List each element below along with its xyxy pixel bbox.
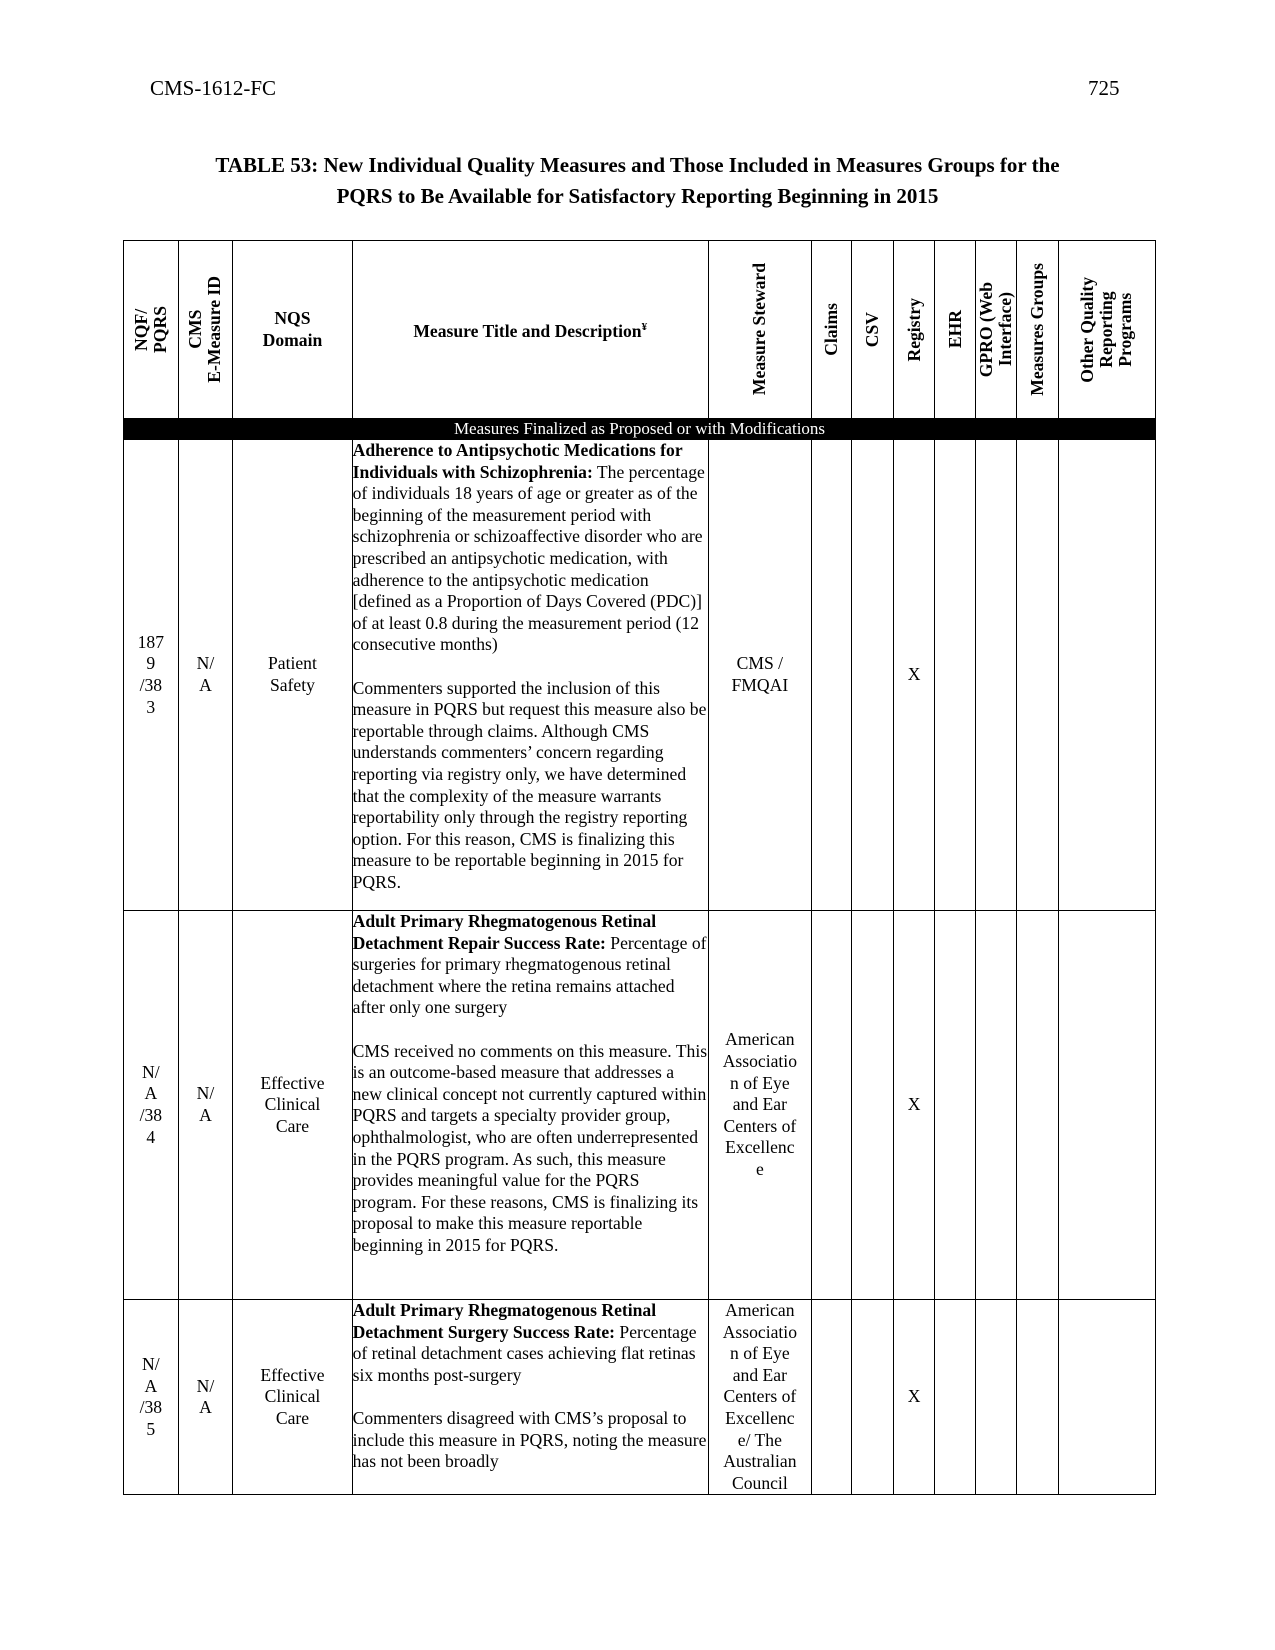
col-header-ehr: EHR — [935, 241, 975, 419]
claims-cell — [811, 440, 851, 911]
cms-id-line: N/ — [196, 653, 215, 674]
steward-line: and Ear — [732, 1094, 787, 1115]
nqf-line: A — [144, 1083, 158, 1104]
nqf-line: N/ — [142, 1061, 160, 1082]
cms-id-line: A — [199, 1397, 212, 1418]
claims-cell — [811, 1300, 851, 1495]
measures-groups-cell — [1017, 440, 1058, 911]
steward-cell — [708, 440, 811, 911]
cms-id-line: N/ — [196, 1375, 215, 1396]
cms-id-cell — [178, 911, 233, 1300]
ehr-cell — [935, 911, 975, 1300]
steward-line: CMS / — [736, 653, 784, 674]
other-programs-cell — [1058, 440, 1155, 911]
steward-line: Excellenc — [725, 1407, 795, 1428]
comment-paragraph: CMS received no comments on this measure. This is an outcome-based measure that addresses a new clinical concept not currently captured within PQRS and targets a specialty provider group, ophthalmologist, who are often underrepresented in the PQRS program. As such, this measure provides meaningful value for the PQRS program. For these reasons, CMS is finalizing its proposal to make this measure reportable beginning in 2015 for PQRS. — [352, 1040, 708, 1255]
page-number: 725 — [1088, 76, 1120, 100]
section-label: Measures Finalized as Proposed or with Modifications — [124, 419, 1156, 440]
steward-line: and Ear — [732, 1364, 787, 1385]
col-header-claims: Claims — [811, 241, 851, 419]
csv-cell — [852, 440, 893, 911]
table-title-line2: PQRS to Be Available for Satisfactory Reporting Beginning in 2015 — [336, 184, 939, 208]
section-row — [124, 419, 1156, 440]
nqf-pqrs-cell — [124, 440, 179, 911]
ehr-cell — [935, 440, 975, 911]
other-programs-cell — [1058, 911, 1155, 1300]
nqs-domain-cell — [233, 911, 352, 1300]
measure-description: Percentage of surgeries for primary rhegmatogenous retinal detachment where the retina remains attached after only one surgery — [352, 932, 707, 1018]
nqf-pqrs-cell — [124, 1300, 179, 1495]
description-cell — [352, 911, 708, 1300]
domain-line: Clinical — [264, 1094, 321, 1115]
cms-id-cell — [178, 440, 233, 911]
measure-description: Percentage of retinal detachment cases achieving flat retinas six months post-surgery — [352, 1321, 697, 1385]
nqf-line: 5 — [146, 1418, 156, 1439]
nqf-line: N/ — [142, 1353, 160, 1374]
steward-line: Centers of — [723, 1386, 797, 1407]
steward-line: Associatio — [722, 1051, 797, 1072]
registry-cell: X — [893, 911, 934, 1300]
domain-line: Patient — [268, 653, 317, 674]
description-paragraph — [353, 1300, 708, 1386]
steward-cell — [708, 911, 811, 1300]
cms-id-line: A — [199, 1105, 212, 1125]
col-header-csv: CSV — [852, 241, 893, 419]
table-row — [124, 440, 1156, 911]
col-header-other-programs: Other Quality Reporting Programs — [1058, 241, 1155, 419]
measure-title: Adult Primary Rhegmatogenous Retinal Detachment Surgery Success Rate: — [352, 1300, 657, 1342]
csv-cell — [852, 1300, 893, 1495]
measure-title: Adherence to Antipsychotic Medications for Individuals with Schizophrenia: — [352, 440, 683, 482]
measures-groups-cell — [1017, 911, 1058, 1300]
steward-cell — [708, 1300, 811, 1495]
nqf-line: 9 — [146, 653, 156, 674]
steward-line: Excellenc — [725, 1137, 795, 1158]
steward-line: American — [725, 1029, 795, 1050]
nqf-line: /38 — [139, 1397, 163, 1418]
steward-line: Council — [732, 1472, 788, 1493]
nqf-line: 187 — [137, 631, 164, 652]
table-title — [150, 150, 1125, 212]
description-paragraph — [353, 440, 708, 656]
domain-line: Effective — [260, 1364, 325, 1385]
col-header-measures-groups: Measures Groups — [1017, 241, 1058, 419]
description-cell — [352, 440, 708, 911]
measures-groups-cell — [1017, 1300, 1058, 1495]
registry-cell: X — [893, 440, 934, 911]
measure-title: Adult Primary Rhegmatogenous Retinal Detachment Repair Success Rate: — [352, 911, 657, 953]
gpro-cell — [975, 440, 1016, 911]
nqf-line: /38 — [139, 675, 163, 695]
domain-line: Effective — [260, 1072, 325, 1093]
cms-id-line: A — [199, 675, 212, 695]
nqf-line: 3 — [146, 696, 156, 717]
description-cell — [352, 1300, 708, 1495]
domain-line: Safety — [269, 675, 315, 695]
table-row — [124, 911, 1156, 1300]
claims-cell — [811, 911, 851, 1300]
col-header-steward: Measure Steward — [708, 241, 811, 419]
document-id: CMS-1612-FC — [150, 76, 277, 100]
other-programs-cell — [1058, 1300, 1155, 1495]
measure-description: The percentage of individuals 18 years of age or greater as of the beginning of the measurement period with schizophrenia or schizoaffective disorder who are prescribed an antipsychotic medication, with adherence to the antipsychotic medication [defined as a Proportion of Days Covered (PDC)] of at least 0.8 during the measurement period (12 consecutive months) — [352, 461, 705, 655]
steward-line: e/ The — [737, 1429, 782, 1450]
nqf-pqrs-cell — [124, 911, 179, 1300]
comment-paragraph: Commenters supported the inclusion of this measure in PQRS but request this measure also be reportable through claims. Although CMS understands commenters’ concern regarding reporting via registry only, we have determined that the complexity of the measure warrants reportability only through the registry reporting option. For this reason, CMS is finalizing this measure to be reportable beginning in 2015 for PQRS. — [352, 677, 707, 892]
table-row — [124, 1300, 1156, 1495]
comment-paragraph: Commenters disagreed with CMS’s proposal to include this measure in PQRS, noting the measure has not been broadly — [352, 1407, 707, 1472]
col-header-nqs-domain: NQS Domain — [233, 241, 352, 419]
measures-table — [123, 240, 1156, 1495]
steward-line: n of Eye — [730, 1343, 790, 1364]
domain-line: Clinical — [264, 1386, 321, 1407]
table-title-line1: TABLE 53: New Individual Quality Measures and Those Included in Measures Groups for the — [215, 153, 1060, 177]
header-row — [124, 241, 1156, 419]
col-header-cms-emeasure-id: CMS E-Measure ID — [178, 241, 233, 419]
csv-cell — [852, 911, 893, 1300]
steward-line: Centers of — [723, 1115, 797, 1136]
nqs-domain-cell — [233, 440, 352, 911]
description-paragraph — [353, 911, 708, 1019]
nqf-line: /38 — [139, 1105, 163, 1125]
registry-cell: X — [893, 1300, 934, 1495]
steward-line: Australian — [723, 1451, 797, 1472]
cms-id-line: N/ — [196, 1083, 215, 1104]
col-header-gpro: GPRO (Web Interface) — [975, 241, 1016, 419]
nqf-line: 4 — [146, 1126, 156, 1147]
steward-line: n of Eye — [730, 1072, 790, 1093]
domain-line: Care — [275, 1115, 310, 1136]
col-header-registry: Registry — [893, 241, 934, 419]
steward-line: FMQAI — [731, 675, 789, 695]
steward-line: American — [725, 1300, 795, 1320]
nqf-line: A — [144, 1375, 158, 1396]
cms-id-cell — [178, 1300, 233, 1495]
gpro-cell — [975, 1300, 1016, 1495]
ehr-cell — [935, 1300, 975, 1495]
col-header-title-description: Measure Title and Description¥ — [352, 241, 708, 419]
nqs-domain-cell — [233, 1300, 352, 1495]
gpro-cell — [975, 911, 1016, 1300]
col-header-nqf: NQF/ PQRS — [124, 241, 179, 419]
domain-line: Care — [275, 1407, 310, 1428]
steward-line: e — [755, 1158, 764, 1179]
steward-line: Associatio — [722, 1321, 797, 1342]
